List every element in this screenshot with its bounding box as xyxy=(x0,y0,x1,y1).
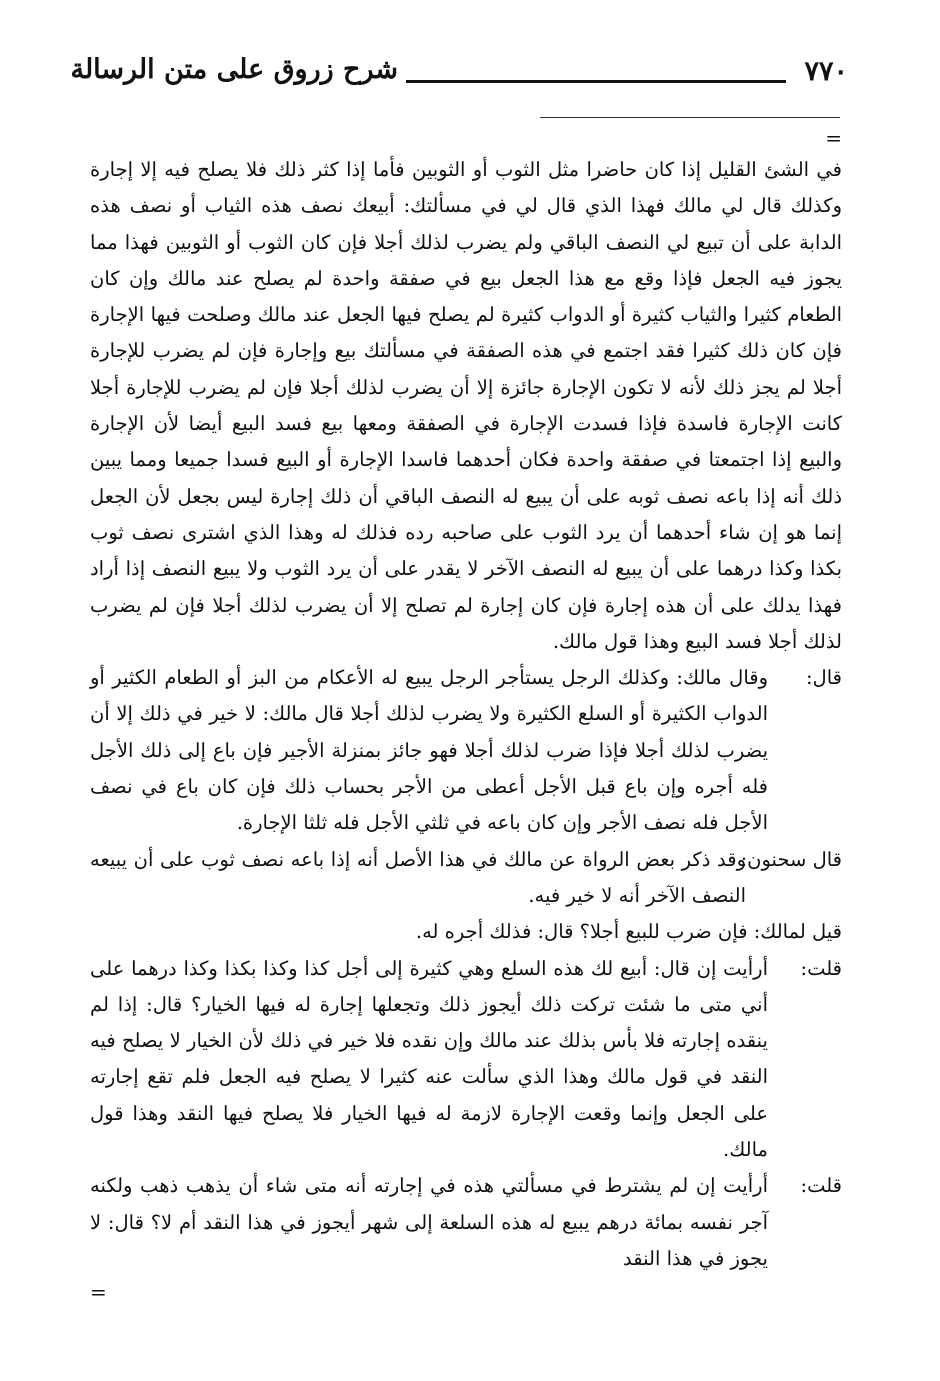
footnote-separator-rule xyxy=(540,117,840,118)
paragraph-text: أرأيت إن لم يشترط في مسألتي هذه في إجارته أنه متى شاء أن يذهب ذهب ولكنه آجر نفسه بمائة درهم يبيع له هذه السلعة إلى شهر أيجوز في هذا النقد أم لا؟ قال: لا يجوز في هذا النقد xyxy=(90,1174,768,1270)
page-number: ٧٧٠ xyxy=(804,56,848,87)
text-body xyxy=(90,152,842,1277)
paragraph-text: أرأيت إن قال: أبيع لك هذه السلع وهي كثيرة إلى أجل كذا وكذا بكذا وكذا درهما على أني متى ما شئت تركت ذلك أيجوز ذلك وتجعلها إجارة له فيها الخيار؟ قال: إذا لم ينقده إجارته فلا بأس بذلك عند مالك وإن نقده فلا خير في ذلك لأن الخيار لا يصلح فيه النقد في قول مالك وهذا الذي سألت عنه كثيرا لا يصلح فيه الجعل فلم تقع إجارته على الجعل وإنما وقعت الإجارة لازمة له فيها الخيار فلا يصلح فيها النقد وهذا قول مالك. xyxy=(90,956,768,1162)
speaker-label: قلت: xyxy=(800,956,842,980)
paragraph xyxy=(90,152,842,660)
paragraph xyxy=(90,951,842,1169)
paragraph-text: وقد ذكر بعض الرواة عن مالك في هذا الأصل أنه إذا باعه نصف ثوب على أن يبيعه النصف الآخر أنه لا خير فيه. xyxy=(90,847,746,907)
speaker-label: قال: xyxy=(805,666,842,690)
paragraph xyxy=(90,842,842,915)
continuation-mark-top: = xyxy=(825,126,842,150)
paragraph-text: وقال مالك: وكذلك الرجل يستأجر الرجل يبيع له الأعكام من البز أو الطعام الكثير أو الدواب الكثيرة أو السلع الكثيرة ولا يضرب لذلك أجلا قال مالك: لا خير في ذلك إلا أن يضرب لذلك أجلا فإذا ضرب لذلك أجلا فهو جائز بمنزلة الأجير فإن باع إلى ذلك الأجل فله أجره وإن باع قبل الأجل أعطى من الأجر بحساب ذلك فإن كان باع في نصف الأجل فله نصف الأجر وإن كان باعه في ثلثي الأجل فله ثلثا الإجارة. xyxy=(90,666,768,835)
speaker-label: قال سحنون: xyxy=(740,847,842,871)
speaker-label: قلت: xyxy=(800,1174,842,1198)
running-title: شرح زروق على متن الرسالة xyxy=(70,54,398,85)
paragraph-text: قيل لمالك: فإن ضرب للبيع أجلا؟ قال: فذلك أجره له. xyxy=(415,920,842,944)
paragraph xyxy=(90,914,842,950)
page-header xyxy=(70,52,848,100)
paragraph xyxy=(90,1168,842,1277)
paragraph-text: في الشئ القليل إذا كان حاضرا مثل الثوب أو الثوبين فأما إذا كثر ذلك فلا يصلح فيه إلا إجارة وكذلك قال لي مالك فهذا الذي قال لي في مسألتك: أبيعك نصف هذه الثياب أو نصف هذه الدابة على أن تبيع لي النصف الباقي ولم يضرب لذلك أجلا فإن كان الثوب أو الثوبين فهذا مما يجوز فيه الجعل فإذا وقع مع هذا الجعل بيع في صفقة واحدة لم يصلح عند مالك وإن كان الطعام كثيرا والثياب كثيرة أو الدواب كثيرة لم يصلح فيها الجعل عند مالك وصلحت فيها الإجارة فإن كان ذلك كثيرا فقد اجتمع في هذه الصفقة في مسألتك بيع وإجارة فإن لم يضرب للإجارة أجلا لم يجز ذلك لأنه لا تكون الإجارة جائزة إلا أن يضرب لذلك أجلا فإن لم يضرب للإجارة أجلا كانت الإجارة فاسدة فإذا فسدت الإجارة في الصفقة ومعها بيع فسد البيع أيضا لأن الإجارة والبيع إذا اجتمعتا في صفقة واحدة فكان أحدهما فاسدا الإجارة أو البيع فسدا جميعا ومما يبين ذلك أنه إذا باعه نصف ثوبه على أن يبيع له النصف الباقي أن ذلك إجارة ليس بجعل لأن الجعل إنما هو إن شاء أحدهما أن يرد الثوب على صاحبه رده فذلك له وهذا الذي اشترى نصف ثوب بكذا وكذا درهما على أن يبيع له النصف الآخر لا يقدر على أن يرد الثوب ولا يبيع النصف إذا أراد فهذا يدلك على أن هذه إجارة فإن كان إجارة لم تصلح إلا أن يضرب لذلك أجلا فإن لم يضرب لذلك أجلا فسد البيع وهذا قول مالك. xyxy=(90,158,842,653)
continuation-mark-bottom: = xyxy=(90,1280,107,1304)
header-rule xyxy=(406,80,786,83)
paragraph xyxy=(90,660,842,841)
